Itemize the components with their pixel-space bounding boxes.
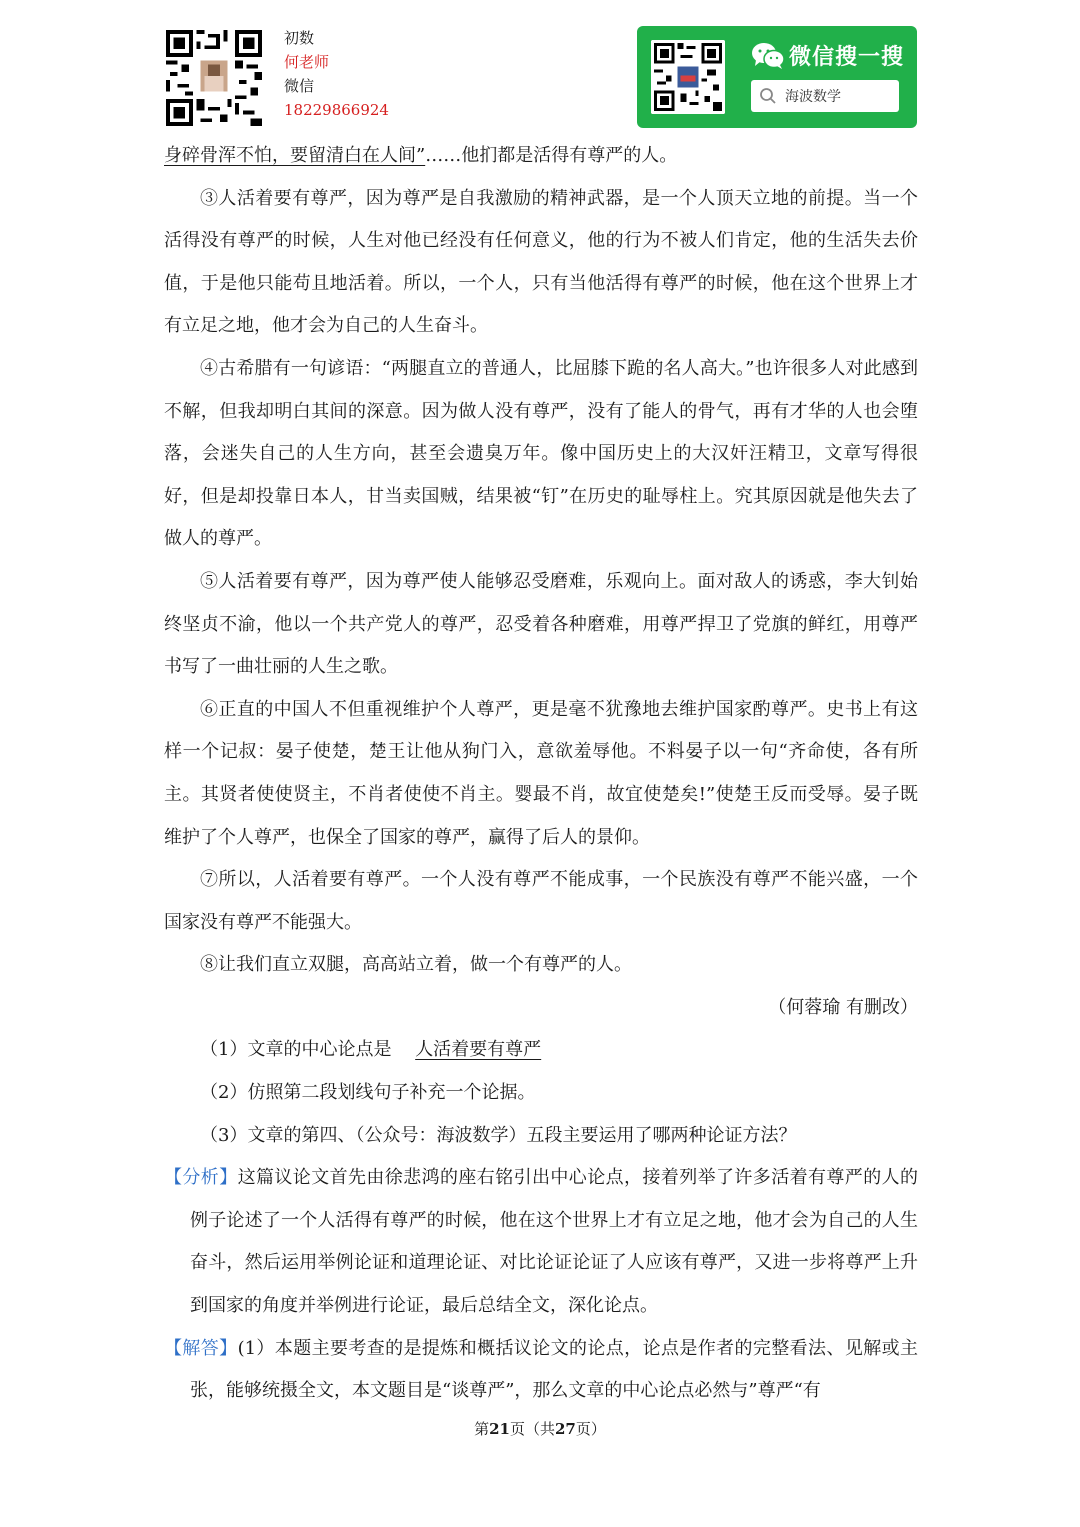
page-number: 21	[489, 1420, 510, 1438]
search-icon	[759, 87, 777, 105]
page-total: 27	[555, 1420, 576, 1438]
contact-teacher: 何老师	[284, 53, 330, 71]
author-credit: （何蓉瑜 有删改）	[768, 996, 918, 1018]
page-footer	[0, 1418, 1080, 1439]
analysis-block	[164, 1157, 918, 1327]
paragraph-5: ⑤人活着要有尊严，因为尊严使人能够忍受磨难，乐观向上。面对敌人的诱惑，李大钊始终坚贞不渝，他以一个共产党人的尊严，忍受着各种磨难，用尊严捍卫了党旗的鲜红，用尊严书写了一曲壮丽的人生之歌。	[164, 570, 918, 678]
underlined-sentence: 身碎骨浑不怕，要留清白在人间”	[164, 145, 426, 166]
contact-subject: 初数	[284, 29, 315, 47]
paragraph-4: ④古希腊有一句谚语：“两腿直立的普通人，比屈膝下跪的名人高大。”也许很多人对此感到不解，但我却明白其间的深意。因为做人没有尊严，没有了能人的骨气，再有才华的人也会堕落，会迷失自己的人生方向，甚至会遗臭万年。像中国历史上的大汉奸汪精卫，文章写得很好，但是却投靠日本人，甘当卖国贼，结果被“钉”在历史的耻辱柱上。究其原因就是他失去了做人的尊严。	[164, 357, 918, 550]
wechat-search-title: 微信搜一搜	[789, 45, 905, 70]
paragraph-2-rest: ……他扪都是活得有尊严的人。	[425, 145, 678, 166]
question-1	[164, 1029, 918, 1072]
article-body	[164, 135, 918, 1413]
footer-suffix: 页）	[575, 1420, 606, 1438]
answer-text: (1）本题主要考查的是提炼和概括议论文的论点，论点是作者的完整看法、见解或主张，能够统摄全文，本文题目是“谈尊严”，那么文章的中心论点必然与”尊严“有	[190, 1337, 918, 1402]
analysis-text: 这篇议论文首先由徐悲鸿的座右铭引出中心论点，接着列举了许多活着有尊严的人的例子论述了一个人活得有尊严的时候，他在这个世界上才有立足之地，他才会为自己的人生奋斗，然后运用举例论证和道理论证、对比论证论证了人应该有尊严，又进一步将尊严上升到国家的角度并举例进行论证，最后总结全文，深化论点。	[190, 1167, 919, 1317]
paragraph-6: ⑥正直的中国人不但重视维护个人尊严，更是毫不犹豫地去维护国家酌尊严。史书上有这样一个记叔：晏子使楚，楚王让他从狗门入，意欲羞辱他。不料晏子以一句“齐命使，各有所主。其贤者使使贤主，不肖者使使不肖主。婴最不肖，故宜使楚矣!”使楚王反而受辱。晏子既维护了个人尊严，也保全了国家的尊严，赢得了后人的景仰。	[164, 698, 918, 848]
contact-phone: 18229866924	[284, 101, 389, 119]
contact-wechat-label: 微信	[284, 77, 315, 95]
analysis-tag: 【分析】	[164, 1167, 238, 1189]
answer-tag: 【解答】	[164, 1337, 238, 1359]
wechat-search-query: 海波数学	[785, 89, 841, 105]
question-1-answer: 人活着要有尊严	[415, 1039, 542, 1061]
answer-block	[164, 1328, 918, 1413]
paragraph-7: ⑦所以，人活着要有尊严。一个人没有尊严不能成事，一个民族没有尊严不能兴盛，一个国家没有尊严不能强大。	[164, 869, 918, 933]
paragraph-8: ⑧让我们直立双腿，高高站立着，做一个有尊严的人。	[200, 954, 632, 976]
question-3: （3）文章的第四、（公众号：海波数学）五段主要运用了哪两种论证方法？	[200, 1124, 797, 1146]
wechat-logo-icon	[751, 42, 785, 70]
qr-code-right	[651, 40, 725, 114]
paragraph-2-tail	[164, 135, 918, 178]
footer-mid: 页（共	[509, 1420, 555, 1438]
paragraph-3: ③人活着要有尊严，因为尊严是自我激励的精神武器，是一个人顶天立地的前提。当一个活得没有尊严的时候，人生对他已经没有任何意义，他的行为不被人们肯定，他的生活失去价值，于是他只能苟且地活着。所以，一个人，只有当他活得有尊严的时候，他在这个世界上才有立足之地，他才会为自己的人生奋斗。	[164, 187, 918, 337]
wechat-search-box[interactable]	[751, 80, 899, 112]
contact-info	[284, 26, 389, 122]
footer-prefix: 第	[474, 1420, 490, 1438]
question-1-text: （1）文章的中心论点是	[200, 1039, 398, 1061]
question-2: （2）仿照第二段划线句子补充一个论据。	[200, 1082, 536, 1104]
qr-code-left	[166, 30, 262, 126]
wechat-search-banner	[637, 26, 917, 128]
